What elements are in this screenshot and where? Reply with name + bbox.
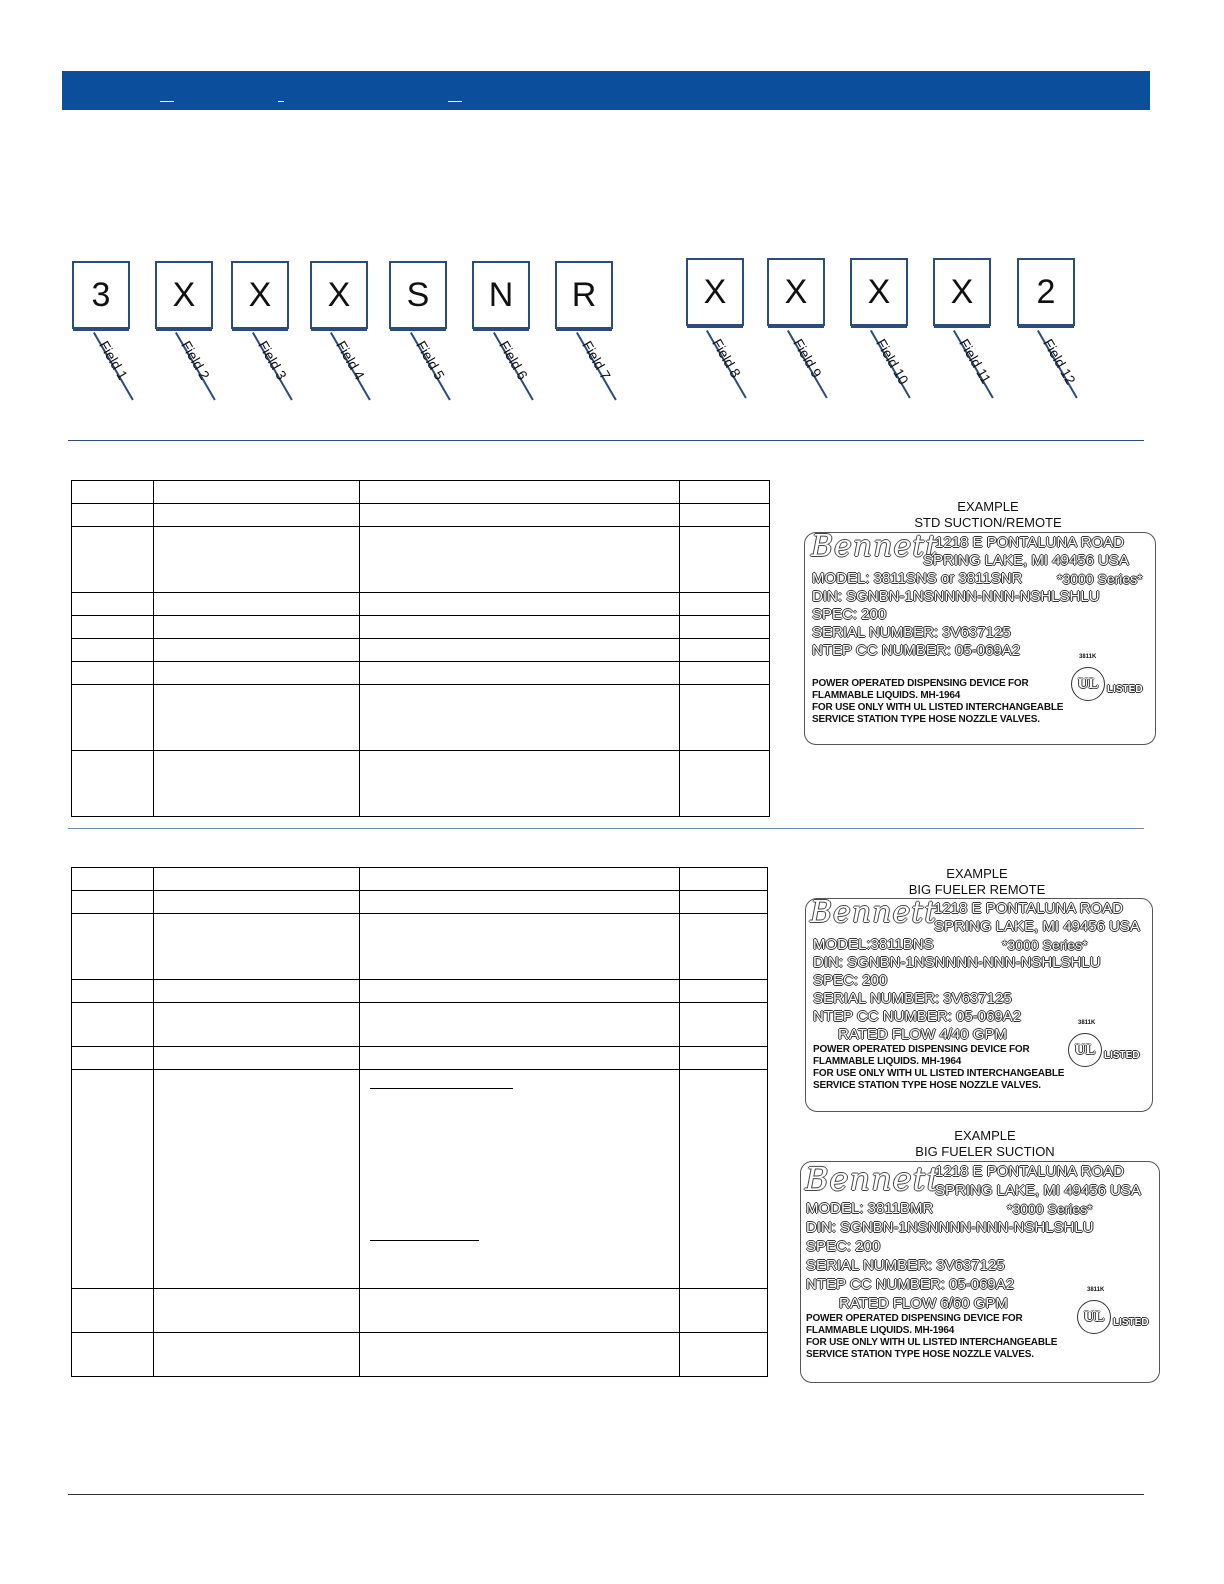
example-caption-line2: BIG FUELER REMOTE bbox=[908, 882, 1046, 897]
nameplate-big-fueler-remote bbox=[805, 895, 1153, 1112]
field-label-4: Field 4 bbox=[333, 338, 369, 383]
table-row bbox=[72, 1003, 768, 1047]
field-label-10: Field 10 bbox=[873, 336, 912, 388]
plate-address-line2: SPRING LAKE, MI 49456 USA bbox=[934, 918, 1140, 935]
section-divider bbox=[68, 440, 1144, 441]
bennett-logo: Bennett bbox=[805, 1160, 941, 1198]
field-box-3: X bbox=[231, 261, 289, 329]
plate-din: DIN: SGNBN-1NSNNNN-NNN-NSHLSHLU bbox=[806, 1219, 1094, 1236]
field-box-4: X bbox=[310, 261, 368, 329]
plate-fine-line2: FLAMMABLE LIQUIDS. MH-1964 bbox=[813, 1056, 962, 1067]
plate-serial: SERIAL NUMBER: 3V637125 bbox=[806, 1257, 1005, 1274]
plate-fine-line3: FOR USE ONLY WITH UL LISTED INTERCHANGEABLE bbox=[806, 1337, 1058, 1348]
field-box-8: X bbox=[686, 258, 744, 326]
table-row bbox=[72, 639, 770, 662]
plate-spec: SPEC: 200 bbox=[812, 606, 887, 623]
plate-fine-line4: SERVICE STATION TYPE HOSE NOZZLE VALVES. bbox=[812, 714, 1040, 725]
table-row bbox=[72, 527, 770, 593]
table-row bbox=[72, 593, 770, 616]
field-box-6: N bbox=[472, 261, 530, 329]
table-row bbox=[72, 980, 768, 1003]
example-caption-line2: STD SUCTION/REMOTE bbox=[914, 515, 1062, 530]
plate-fine-line1: POWER OPERATED DISPENSING DEVICE FOR bbox=[806, 1313, 1023, 1324]
field-label-12: Field 12 bbox=[1040, 336, 1079, 388]
plate-fine-line1: POWER OPERATED DISPENSING DEVICE FOR bbox=[812, 678, 1029, 689]
ul-code: 3811K bbox=[1079, 654, 1097, 660]
nameplate-big-fueler-suction bbox=[800, 1161, 1160, 1383]
section-divider bbox=[68, 828, 1144, 829]
table-row bbox=[72, 1070, 768, 1289]
plate-series: *3000 Series* bbox=[1002, 937, 1088, 953]
table-row bbox=[72, 662, 770, 685]
table-row bbox=[72, 1289, 768, 1333]
field-box-2: X bbox=[155, 261, 213, 329]
plate-series: *3000 Series* bbox=[1057, 571, 1143, 587]
plate-fine-line3: FOR USE ONLY WITH UL LISTED INTERCHANGEABLE bbox=[812, 702, 1064, 713]
example-caption-big-fueler-suction bbox=[875, 1128, 1095, 1160]
plate-fine-line2: FLAMMABLE LIQUIDS. MH-1964 bbox=[812, 690, 961, 701]
example-caption-line2: BIG FUELER SUCTION bbox=[915, 1144, 1055, 1159]
plate-rated-flow: RATED FLOW 6/60 GPM bbox=[839, 1295, 1008, 1312]
field-label-3: Field 3 bbox=[255, 338, 291, 383]
plate-fine-line2: FLAMMABLE LIQUIDS. MH-1964 bbox=[806, 1325, 955, 1336]
bennett-logo: Bennett bbox=[810, 895, 938, 930]
example-caption-line1: EXAMPLE bbox=[954, 1128, 1016, 1143]
plate-fine-line3: FOR USE ONLY WITH UL LISTED INTERCHANGEABLE bbox=[813, 1068, 1065, 1079]
ul-listed-label: LISTED bbox=[1113, 1317, 1149, 1328]
ul-logo-icon: UL bbox=[1077, 1300, 1111, 1334]
plate-spec: SPEC: 200 bbox=[813, 972, 888, 989]
example-caption-line1: EXAMPLE bbox=[957, 499, 1019, 514]
field-box-10: X bbox=[850, 258, 908, 326]
banner-mark bbox=[448, 101, 462, 102]
example-caption-line1: EXAMPLE bbox=[946, 866, 1008, 881]
plate-ntep: NTEP CC NUMBER: 05-069A2 bbox=[812, 642, 1021, 659]
plate-din: DIN: SGNBN-1NSNNNN-NNN-NSHLSHLU bbox=[812, 588, 1100, 605]
field-label-5: Field 5 bbox=[413, 338, 449, 383]
ul-code: 3811K bbox=[1078, 1020, 1096, 1026]
footer-divider bbox=[68, 1494, 1144, 1495]
field-label-11: Field 11 bbox=[956, 336, 995, 387]
field-box-5: S bbox=[389, 261, 447, 329]
plate-series: *3000 Series* bbox=[1007, 1201, 1093, 1217]
table-row bbox=[72, 868, 768, 891]
field-label-1: Field 1 bbox=[96, 338, 132, 383]
banner-mark bbox=[160, 101, 174, 102]
plate-fine-line1: POWER OPERATED DISPENSING DEVICE FOR bbox=[813, 1044, 1030, 1055]
field-box-1: 3 bbox=[72, 261, 130, 329]
table-row bbox=[72, 751, 770, 817]
plate-serial: SERIAL NUMBER: 3V637125 bbox=[812, 624, 1011, 641]
ul-listed-label: LISTED bbox=[1107, 684, 1143, 695]
example-caption-std bbox=[888, 499, 1088, 531]
table-row bbox=[72, 504, 770, 527]
plate-address-line1: 1218 E PONTALUNA ROAD bbox=[935, 534, 1124, 551]
field-label-7: Field 7 bbox=[579, 338, 615, 383]
plate-serial: SERIAL NUMBER: 3V637125 bbox=[813, 990, 1012, 1007]
plate-spec: SPEC: 200 bbox=[806, 1238, 881, 1255]
table-row bbox=[72, 685, 770, 751]
bennett-logo: Bennett bbox=[811, 529, 939, 564]
plate-rated-flow: RATED FLOW 4/40 GPM bbox=[838, 1026, 1007, 1043]
table-row bbox=[72, 1047, 768, 1070]
plate-fine-line4: SERVICE STATION TYPE HOSE NOZZLE VALVES. bbox=[806, 1349, 1034, 1360]
header-banner bbox=[62, 71, 1150, 110]
plate-address-line2: SPRING LAKE, MI 49456 USA bbox=[935, 1182, 1141, 1199]
table-row bbox=[72, 481, 770, 504]
banner-mark bbox=[278, 101, 284, 102]
table-row bbox=[72, 914, 768, 980]
table-row bbox=[72, 1333, 768, 1377]
plate-din: DIN: SGNBN-1NSNNNN-NNN-NSHLSHLU bbox=[813, 954, 1101, 971]
ul-listed-label: LISTED bbox=[1104, 1050, 1140, 1061]
plate-address-line2: SPRING LAKE, MI 49456 USA bbox=[923, 552, 1129, 569]
plate-model: MODEL: 3811SNS or 3811SNR bbox=[812, 570, 1023, 587]
field-box-12: 2 bbox=[1017, 258, 1075, 326]
plate-ntep: NTEP CC NUMBER: 05-069A2 bbox=[813, 1008, 1022, 1025]
plate-model: MODEL: 3811BMR bbox=[806, 1200, 934, 1217]
table-row bbox=[72, 616, 770, 639]
plate-fine-line4: SERVICE STATION TYPE HOSE NOZZLE VALVES. bbox=[813, 1080, 1041, 1091]
field-box-9: X bbox=[767, 258, 825, 326]
table-row bbox=[72, 891, 768, 914]
field-box-7: R bbox=[555, 261, 613, 329]
ul-code: 3811K bbox=[1087, 1287, 1105, 1293]
plate-address-line1: 1218 E PONTALUNA ROAD bbox=[934, 900, 1123, 917]
plate-ntep: NTEP CC NUMBER: 05-069A2 bbox=[806, 1276, 1015, 1293]
plate-address-line1: 1218 E PONTALUNA ROAD bbox=[935, 1163, 1124, 1180]
field-label-9: Field 9 bbox=[790, 336, 826, 381]
field-label-6: Field 6 bbox=[496, 338, 532, 383]
ul-logo-icon: UL bbox=[1068, 1033, 1102, 1067]
plate-model: MODEL:3811BNS bbox=[813, 936, 934, 953]
field-label-2: Field 2 bbox=[178, 338, 214, 383]
field-table-2 bbox=[71, 867, 768, 1377]
example-caption-big-fueler-remote bbox=[877, 866, 1077, 898]
nameplate-std-suction-remote bbox=[804, 529, 1156, 745]
field-label-8: Field 8 bbox=[709, 336, 745, 381]
field-box-11: X bbox=[933, 258, 991, 326]
underline-mark bbox=[370, 1088, 513, 1089]
field-table-1 bbox=[71, 480, 770, 817]
underline-mark bbox=[370, 1240, 479, 1241]
ul-logo-icon: UL bbox=[1071, 667, 1105, 701]
